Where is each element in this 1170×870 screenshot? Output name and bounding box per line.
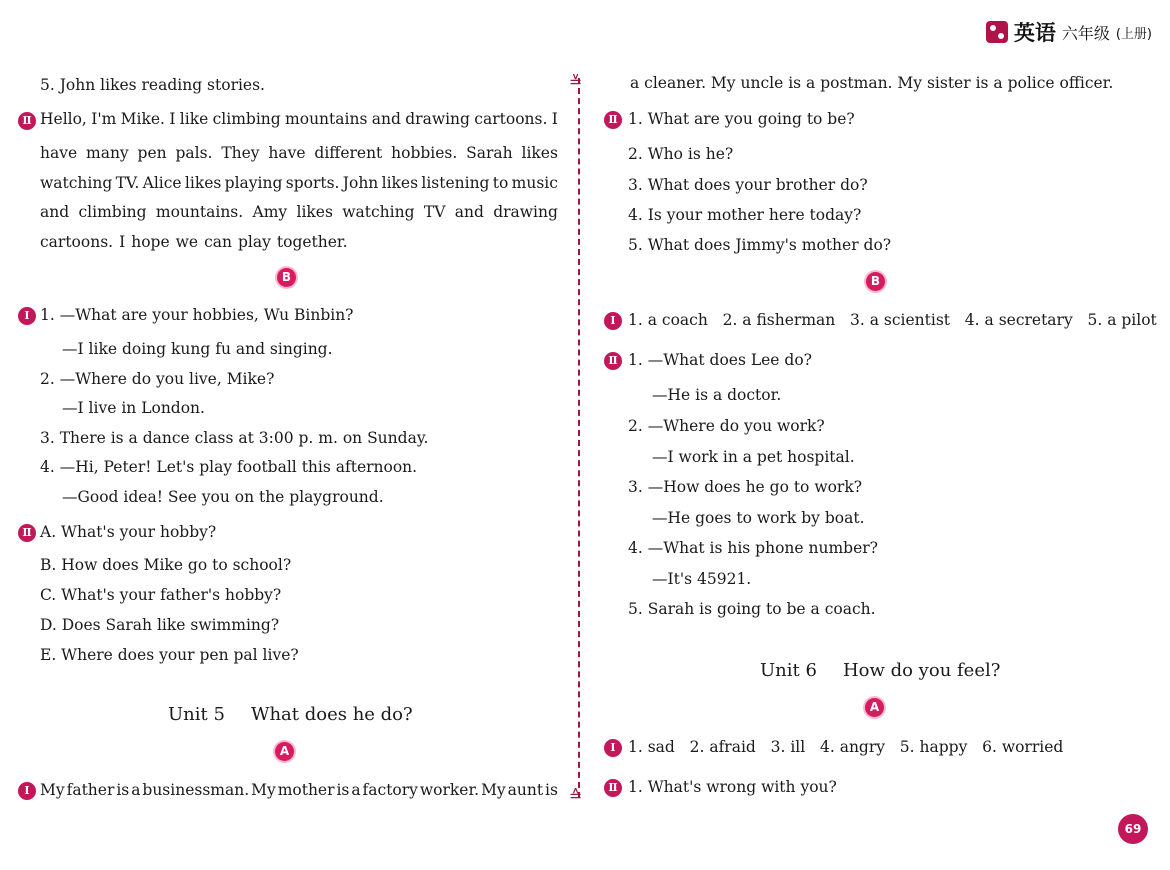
paragraph-line (40, 781, 558, 799)
answer-line: 4. —What is his phone number? (628, 539, 878, 557)
divider-arrow-icon: ≙ (569, 786, 583, 805)
paragraph-word: They (221, 144, 260, 162)
page-header (986, 18, 1152, 46)
paragraph-word: factory (362, 781, 418, 799)
paragraph-word: hobbies. (391, 144, 458, 162)
answer-line: 1. sad 2. afraid 3. ill 4. angry 5. happy 6. worried (628, 738, 1064, 756)
paragraph-word: a (351, 781, 361, 799)
paragraph-word: we (175, 233, 199, 251)
paragraph-word: pals. (175, 144, 213, 162)
paragraph-word: Amy (252, 203, 288, 221)
paragraph-word: worker. (419, 781, 480, 799)
answer-line: C. What's your father's hobby? (40, 586, 282, 604)
section-marker: Ⅱ (18, 524, 36, 542)
paragraph-word: hope (131, 233, 170, 251)
paragraph-word: father (66, 781, 115, 799)
paragraph-word: John (342, 174, 379, 192)
unit-5-heading (168, 704, 413, 725)
paragraph-word: drawing (405, 110, 470, 128)
answer-line: B. How does Mike go to school? (40, 556, 292, 574)
section-marker: Ⅱ (604, 352, 622, 370)
section-badge-b: B (277, 268, 296, 287)
paragraph-word: is (116, 781, 130, 799)
answer-line: 4. —Hi, Peter! Let's play football this afternoon. (40, 458, 418, 476)
paragraph-word: My (481, 781, 506, 799)
answer-line: —Good idea! See you on the playground. (62, 488, 384, 506)
grade-label: 六年级 (1061, 23, 1110, 43)
column-divider (578, 78, 580, 798)
paragraph-word: Alice (142, 174, 182, 192)
section-marker: Ⅰ (604, 739, 622, 757)
paragraph-word: likes (521, 144, 558, 162)
paragraph-word: cartoons. (40, 233, 114, 251)
answer-line: 2. Who is he? (628, 145, 734, 163)
paragraph-word: likes (381, 174, 419, 192)
paragraph-word: is (336, 781, 350, 799)
paragraph-word: is (545, 781, 558, 799)
book-logo-icon (986, 21, 1008, 43)
paragraph-word: have (40, 144, 78, 162)
paragraph-word: I (551, 110, 558, 128)
paragraph-word: Hello, (40, 110, 87, 128)
paragraph-word: drawing (493, 203, 558, 221)
paragraph-word: a (131, 781, 141, 799)
paragraph-word: watching (342, 203, 415, 221)
paragraph-word: I (119, 233, 126, 251)
paragraph-line (40, 233, 558, 251)
paragraph-word: like (179, 110, 209, 128)
section-marker: Ⅰ (18, 782, 36, 800)
answer-line: 3. —How does he go to work? (628, 478, 863, 496)
paragraph-word: have (268, 144, 306, 162)
unit-title: What does he do? (250, 704, 413, 725)
paragraph-word: different (314, 144, 383, 162)
section-marker: Ⅰ (604, 312, 622, 330)
answer-line: —I live in London. (62, 399, 205, 417)
section-marker: Ⅱ (604, 779, 622, 797)
answer-line: 4. Is your mother here today? (628, 206, 862, 224)
paragraph-word: many (86, 144, 129, 162)
paragraph-word: I'm (91, 110, 117, 128)
paragraph-word: listening (421, 174, 490, 192)
section-badge-a: A (275, 742, 294, 761)
paragraph-word: likes (296, 203, 333, 221)
answer-line: 2. —Where do you live, Mike? (40, 370, 275, 388)
paragraph-word: likes (184, 174, 222, 192)
paragraph-word: Sarah (466, 144, 513, 162)
paragraph-word: music (511, 174, 558, 192)
unit-number: Unit 5 (168, 704, 225, 725)
answer-line: 5. Sarah is going to be a coach. (628, 600, 876, 618)
paragraph-word: cartoons. (474, 110, 548, 128)
paragraph-word: to (492, 174, 509, 192)
paragraph-word: sports. (285, 174, 340, 192)
paragraph-word: together. (276, 233, 348, 251)
paragraph-word: mountains (285, 110, 368, 128)
answer-line: 1. What's wrong with you? (628, 778, 837, 796)
paragraph-word: TV (423, 203, 446, 221)
answer-line: —I like doing kung fu and singing. (62, 340, 333, 358)
paragraph-word: watching (40, 174, 113, 192)
paragraph-word: aunt (507, 781, 544, 799)
paragraph-word: pen (137, 144, 167, 162)
paragraph-word: can (204, 233, 232, 251)
answer-line: 3. What does your brother do? (628, 176, 868, 194)
paragraph-word: playing (224, 174, 283, 192)
paragraph-line (40, 110, 558, 128)
paragraph-word: mountains. (155, 203, 244, 221)
answer-line: 5. John likes reading stories. (40, 76, 265, 94)
section-marker: Ⅱ (18, 112, 36, 130)
paragraph-word: My (251, 781, 276, 799)
answer-line: 3. There is a dance class at 3:00 p. m. on Sunday. (40, 429, 429, 447)
paragraph-line (40, 203, 558, 221)
answer-line: 5. What does Jimmy's mother do? (628, 236, 892, 254)
divider-arrow-icon: ≚ (569, 72, 583, 91)
answer-line: —He goes to work by boat. (652, 509, 865, 527)
paragraph-word: TV. (115, 174, 140, 192)
paragraph-line (40, 144, 558, 162)
paragraph-word: My (40, 781, 65, 799)
page-number: 69 (1118, 814, 1148, 844)
section-badge-a: A (865, 698, 884, 717)
unit-number: Unit 6 (760, 660, 817, 681)
section-marker: Ⅰ (18, 307, 36, 325)
answer-line: E. Where does your pen pal live? (40, 646, 299, 664)
volume-label: (上册) (1115, 26, 1152, 42)
paragraph-word: Mike. (120, 110, 165, 128)
paragraph-line (40, 174, 558, 192)
unit-title: How do you feel? (842, 660, 1001, 681)
answer-line: —It's 45921. (652, 570, 752, 588)
paragraph-word: climbing (78, 203, 147, 221)
answer-line: A. What's your hobby? (40, 523, 217, 541)
paragraph-word: play (238, 233, 271, 251)
unit-6-heading (760, 660, 1000, 681)
paragraph-word: and (454, 203, 484, 221)
answer-line: D. Does Sarah like swimming? (40, 616, 280, 634)
answer-line: —I work in a pet hospital. (652, 448, 855, 466)
paragraph-word: and (371, 110, 401, 128)
answer-line: 1. —What does Lee do? (628, 351, 812, 369)
paragraph-word: businessman. (142, 781, 250, 799)
paragraph-word: I (169, 110, 176, 128)
answer-line: a cleaner. My uncle is a postman. My sister is a police officer. (630, 74, 1114, 92)
answer-line: —He is a doctor. (652, 386, 782, 404)
subject-title: 英语 (1013, 21, 1056, 45)
section-badge-b: B (866, 272, 885, 291)
paragraph-word: and (40, 203, 70, 221)
answer-line: 1. a coach 2. a fisherman 3. a scientist 4. a secretary 5. a pilot (628, 311, 1157, 329)
paragraph-word: mother (277, 781, 335, 799)
paragraph-word: climbing (212, 110, 281, 128)
answer-line: 1. What are you going to be? (628, 110, 855, 128)
section-marker: Ⅱ (604, 111, 622, 129)
answer-line: 2. —Where do you work? (628, 417, 825, 435)
answer-line: 1. —What are your hobbies, Wu Binbin? (40, 306, 354, 324)
